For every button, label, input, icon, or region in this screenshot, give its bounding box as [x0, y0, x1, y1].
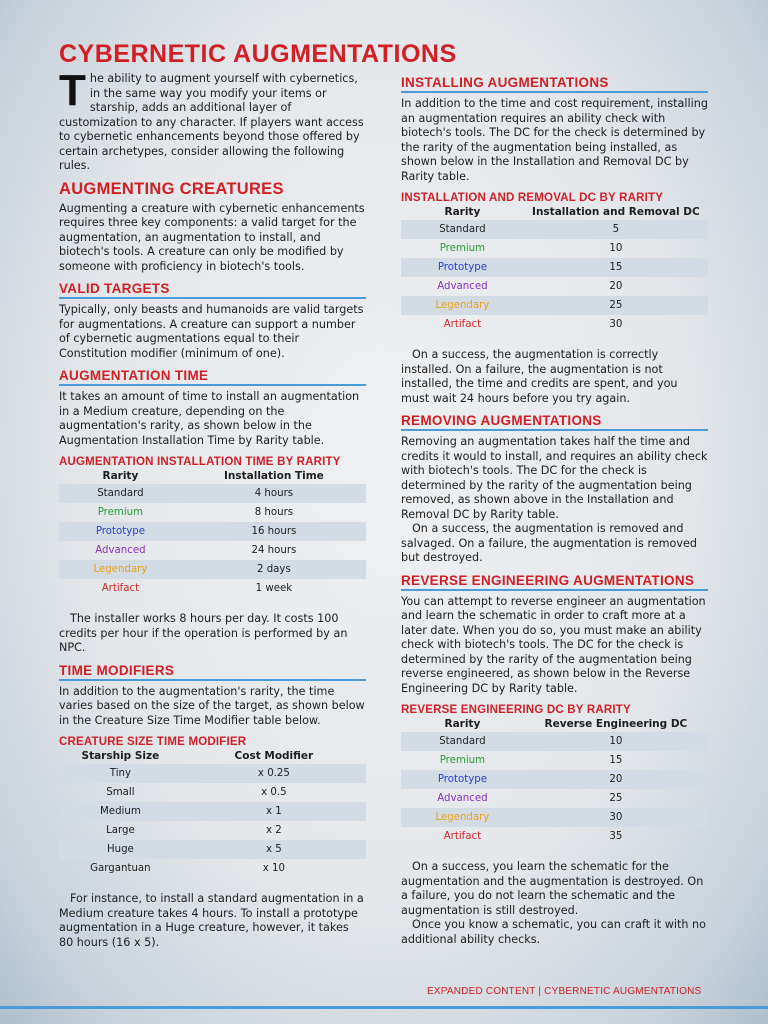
table-row: [401, 239, 708, 258]
rarity-cell: Standard: [59, 484, 182, 503]
value-cell: 20: [609, 281, 623, 292]
intro-paragraph: [59, 66, 366, 174]
heading-valid-targets: VALID TARGETS: [59, 281, 366, 299]
column-header: Rarity: [444, 206, 481, 218]
page-title: CYBERNETIC AUGMENTATIONS: [59, 40, 457, 68]
table-title-install-dc: INSTALLATION AND REMOVAL DC BY RARITY: [401, 192, 664, 204]
value-cell: x 0.25: [182, 764, 366, 783]
value-cell: x 1: [182, 802, 366, 821]
table-row: [401, 315, 708, 334]
column-header: Cost Modifier: [234, 750, 314, 762]
table-row: [59, 821, 366, 840]
value-cell: 20: [524, 770, 708, 789]
column-header: Installation and Removal DC: [532, 206, 700, 218]
value-cell: x 10: [262, 863, 286, 874]
column-header: Installation Time: [223, 470, 324, 482]
table-title-installation-time: AUGMENTATION INSTALLATION TIME BY RARITY: [59, 456, 341, 468]
value-cell: 24 hours: [251, 545, 297, 556]
example-note: For instance, to install a standard augmentation in a Medium creature takes 4 hours. To install a prototype augmentation in a Huge creature, however, it takes 80 hours (16 x 5).: [59, 892, 364, 949]
rarity-cell: Premium: [97, 507, 144, 518]
rarity-cell: Artifact: [443, 319, 482, 330]
left-column: [59, 66, 366, 950]
table-row: [59, 859, 366, 878]
footer-label: EXPANDED CONTENT | CYBERNETIC AUGMENTATIONS: [427, 986, 702, 997]
value-cell: 2 days: [182, 560, 366, 579]
value-cell: 10: [609, 243, 623, 254]
table-row: [59, 541, 366, 560]
installation-time-table: [59, 469, 366, 598]
value-cell: x 0.5: [261, 787, 287, 798]
rarity-cell: Advanced: [437, 793, 488, 804]
installing-result-text: On a success, the augmentation is correctly installed. On a failure, the augmentation is not installed, the time and credits are spent, and you must wait 24 hours before you try again.: [401, 348, 678, 405]
table-row: [59, 560, 366, 579]
heading-augmentation-time: AUGMENTATION TIME: [59, 368, 366, 386]
install-dc-table: [401, 205, 708, 334]
size-cell: Tiny: [59, 764, 182, 783]
installing-text: In addition to the time and cost requirement, installing an augmentation requires an ability check with biotech's tools. The DC for the check is determined by the rarity of the augmentation being installed, as shown below in the Installation and Removal DC by Rarity table.: [401, 97, 708, 183]
value-cell: 5: [524, 220, 708, 239]
rarity-cell: Prototype: [401, 258, 524, 277]
table-row: [401, 827, 708, 846]
table-row: [401, 296, 708, 315]
table-row: [59, 522, 366, 541]
rarity-cell: Premium: [439, 755, 486, 766]
rarity-cell: Standard: [401, 220, 524, 239]
size-cell: Large: [106, 825, 135, 836]
intro-text: he ability to augment yourself with cybernetics, in the same way you modify your items or starship, adds an additional layer of customization to any character. If players want access to cybernetic enhancements beyond those offered by certain archetypes, consider allowing the following rules.: [59, 72, 364, 172]
size-cell: Medium: [59, 802, 182, 821]
rarity-cell: Advanced: [95, 545, 146, 556]
table-title-reverse-dc: REVERSE ENGINEERING DC BY RARITY: [401, 704, 631, 716]
value-cell: 16 hours: [182, 522, 366, 541]
reverse-engineering-text: You can attempt to reverse engineer an augmentation and learn the schematic in order to craft more at a later date. When you do so, you must make an ability check with biotech's tools. The DC for the check is determined by the rarity of the augmentation being reverse engineered, as shown below in the Reverse Engineering DC by Rarity table.: [401, 594, 706, 695]
rarity-cell: Legendary: [59, 560, 182, 579]
heading-time-modifiers: TIME MODIFIERS: [59, 663, 366, 681]
rarity-cell: Standard: [401, 732, 524, 751]
value-cell: 10: [524, 732, 708, 751]
removing-result-text: On a success, the augmentation is removed and salvaged. On a failure, the augmentation is removed but destroyed.: [401, 522, 697, 564]
table-row: [59, 840, 366, 859]
value-cell: 25: [524, 296, 708, 315]
rarity-cell: Prototype: [401, 770, 524, 789]
value-cell: x 5: [182, 840, 366, 859]
size-cell: Huge: [59, 840, 182, 859]
rarity-cell: Legendary: [401, 808, 524, 827]
value-cell: 8 hours: [254, 507, 294, 518]
value-cell: 4 hours: [182, 484, 366, 503]
footer-divider: [0, 1006, 768, 1009]
rarity-cell: Artifact: [101, 583, 140, 594]
table-row: [59, 764, 366, 783]
table-title-size-modifier: CREATURE SIZE TIME MODIFIER: [59, 736, 247, 748]
value-cell: x 2: [266, 825, 282, 836]
table-row: [401, 808, 708, 827]
removing-text: Removing an augmentation takes half the time and credits it would to install, and requires an ability check with biotech's tools. The DC for the check is determined by the rarity of the augmentation being removed, as shown above in the Installation and Removal DC by Rarity table.: [401, 435, 708, 521]
drop-cap: T: [59, 66, 86, 115]
rarity-cell: Artifact: [443, 831, 482, 842]
size-cell: Gargantuan: [90, 863, 151, 874]
schematic-note: Once you know a schematic, you can craft it with no additional ability checks.: [401, 918, 706, 946]
heading-removing: REMOVING AUGMENTATIONS: [401, 413, 708, 431]
rarity-cell: Prototype: [59, 522, 182, 541]
table-row: [401, 258, 708, 277]
table-row: [401, 732, 708, 751]
installer-note: The installer works 8 hours per day. It costs 100 credits per hour if the operation is performed by an NPC.: [59, 612, 348, 654]
heading-reverse-engineering: REVERSE ENGINEERING AUGMENTATIONS: [401, 573, 708, 591]
augmenting-text: Augmenting a creature with cybernetic enhancements requires three key components: a valid target for the augmentation, an augmentation to install, and biotech's tools. A creature can only be modified by someone with proficiency in biotech's tools.: [59, 201, 365, 273]
heading-installing: INSTALLING AUGMENTATIONS: [401, 75, 708, 93]
rarity-cell: Advanced: [437, 281, 488, 292]
value-cell: 30: [609, 319, 623, 330]
column-header: Rarity: [102, 470, 139, 482]
augmentation-time-text: It takes an amount of time to install an augmentation in a Medium creature, depending on the augmentation's rarity, as shown below in the Augmentation Installation Time by Rarity table.: [59, 390, 360, 447]
value-cell: 1 week: [255, 583, 293, 594]
value-cell: 30: [524, 808, 708, 827]
table-row: [59, 484, 366, 503]
size-modifier-table: [59, 749, 366, 878]
table-row: [401, 220, 708, 239]
value-cell: 25: [609, 793, 623, 804]
column-header: Rarity: [444, 718, 481, 730]
reverse-dc-table: [401, 717, 708, 846]
table-row: [401, 789, 708, 808]
table-row: [401, 770, 708, 789]
value-cell: 15: [524, 258, 708, 277]
rarity-cell: Premium: [439, 243, 486, 254]
table-row: [401, 751, 708, 770]
time-modifiers-text: In addition to the augmentation's rarity, the time varies based on the size of the target, as shown below in the Creature Size Time Modifier table below.: [59, 684, 365, 727]
column-header: Reverse Engineering DC: [544, 718, 688, 730]
table-row: [59, 802, 366, 821]
value-cell: 35: [609, 831, 623, 842]
heading-augmenting-creatures: AUGMENTING CREATURES: [59, 179, 284, 198]
table-row: [59, 579, 366, 598]
size-cell: Small: [106, 787, 135, 798]
column-header: Starship Size: [81, 750, 160, 762]
right-column: [401, 72, 708, 947]
reverse-result-text: On a success, you learn the schematic for the augmentation and the augmentation is destroyed. On a failure, you do not learn the schematic and the augmentation is still destroyed.: [401, 860, 704, 917]
table-row: [59, 503, 366, 522]
valid-targets-text: Typically, only beasts and humanoids are valid targets for augmentations. A creature can support a number of cybernetic augmentations equal to their Constitution modifier (minimum of one).: [59, 303, 364, 360]
value-cell: 15: [609, 755, 623, 766]
rarity-cell: Legendary: [401, 296, 524, 315]
table-row: [401, 277, 708, 296]
table-row: [59, 783, 366, 802]
